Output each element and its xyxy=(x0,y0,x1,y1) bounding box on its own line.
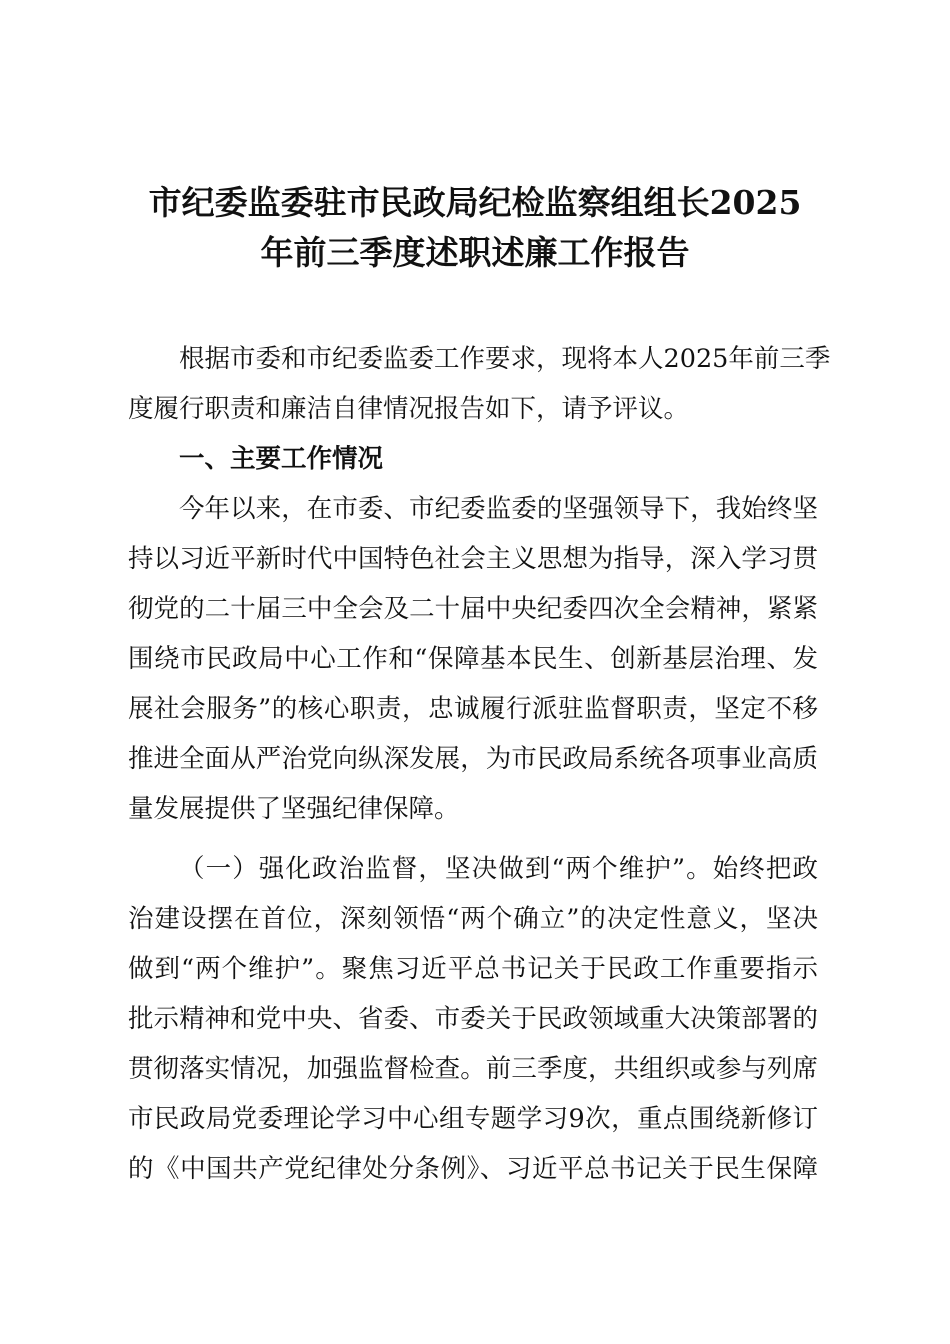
para1-line-2: 持以习近平新时代中国特色社会主义思想为指导，深入学习贯 xyxy=(128,544,818,574)
para1-line-6: 推进全面从严治党向纵深发展，为市民政局系统各项事业高质 xyxy=(128,744,818,774)
para1-line-7: 量发展提供了坚强纪律保障。 xyxy=(128,794,460,824)
document-title xyxy=(100,178,850,278)
section-heading: 一、主要工作情况 xyxy=(179,444,384,474)
para2-line-6: 市民政局党委理论学习中心组专题学习9次，重点围绕新修订 xyxy=(128,1104,818,1134)
title-line-2: 年前三季度述职述廉工作报告 xyxy=(260,233,690,272)
document-body xyxy=(128,334,831,1194)
para1-line-4: 围绕市民政局中心工作和“保障基本民生、创新基层治理、发 xyxy=(128,644,818,674)
intro-line-2: 度履行职责和廉洁自律情况报告如下，请予评议。 xyxy=(128,394,690,424)
para2-line-3: 做到“两个维护”。聚焦习近平总书记关于民政工作重要指示 xyxy=(128,954,818,984)
paragraph-1 xyxy=(128,484,818,834)
para1-line-3: 彻党的二十届三中全会及二十届中央纪委四次全会精神，紧紧 xyxy=(128,594,818,624)
para2-line-5: 贯彻落实情况，加强监督检查。前三季度，共组织或参与列席 xyxy=(128,1054,818,1084)
para2-line-2: 治建设摆在首位，深刻领悟“两个确立”的决定性意义，坚决 xyxy=(128,904,818,934)
para1-line-5: 展社会服务”的核心职责，忠诚履行派驻监督职责，坚定不移 xyxy=(128,694,818,724)
para2-line-7: 的《中国共产党纪律处分条例》、习近平总书记关于民生保障 xyxy=(128,1154,818,1184)
para1-line-1: 今年以来，在市委、市纪委监委的坚强领导下，我始终坚 xyxy=(179,494,818,524)
intro-paragraph xyxy=(128,334,831,434)
paragraph-2 xyxy=(128,844,818,1194)
para2-line-4: 批示精神和党中央、省委、市委关于民政领域重大决策部署的 xyxy=(128,1004,818,1034)
title-line-1: 市纪委监委驻市民政局纪检监察组组长2025 xyxy=(148,183,802,222)
para2-line-1: （一）强化政治监督，坚决做到“两个维护”。始终把政 xyxy=(179,854,818,884)
intro-line-1: 根据市委和市纪委监委工作要求，现将本人2025年前三季 xyxy=(179,344,831,374)
